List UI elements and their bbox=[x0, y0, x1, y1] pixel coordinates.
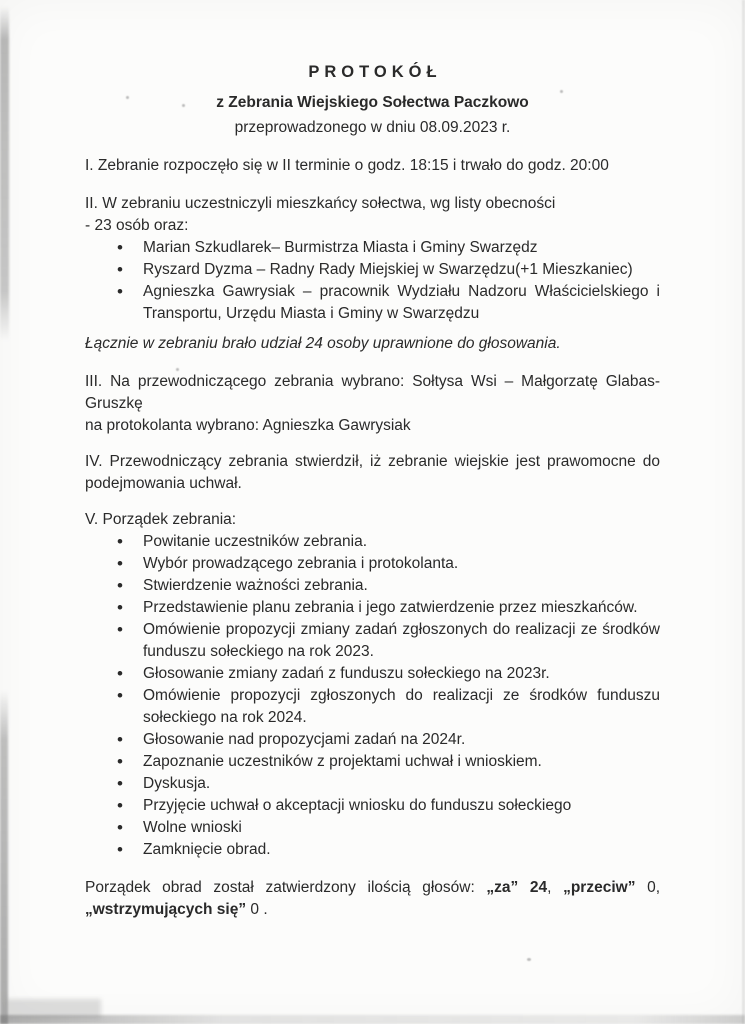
agenda-item: • Przedstawienie planu zebrania i jego zatwierdzenie przez mieszkańców. bbox=[143, 597, 660, 619]
scan-edge-bottom bbox=[0, 1015, 745, 1024]
document-subtitle: z Zebrania Wiejskiego Sołectwa Paczkowo bbox=[216, 94, 529, 111]
agenda-item: • Wybór prowadzącego zebrania i protokolanta. bbox=[143, 553, 660, 575]
agenda-item: • Stwierdzenie ważności zebrania. bbox=[143, 575, 660, 597]
total-participants-note: Łącznie w zebraniu brało udział 24 osoby uprawnione do głosowania. bbox=[85, 335, 561, 352]
approval-paragraph bbox=[85, 877, 660, 921]
section-iv-paragraph: IV. Przewodniczący zebrania stwierdził, iż zebranie wiejskie jest prawomocne do podejmowania uchwał. bbox=[85, 453, 660, 492]
section-iii-recorder-line: na protokolanta wybrano: Agnieszka Gawrysiak bbox=[85, 417, 411, 434]
approval-votes-against-label: „przeciw” bbox=[563, 879, 636, 896]
section-ii bbox=[85, 193, 660, 325]
scan-speck bbox=[527, 958, 531, 961]
agenda-item: • Powitanie uczestników zebrania. bbox=[143, 531, 660, 553]
attendee-item: • Marian Szkudlarek– Burmistrza Miasta i Gminy Swarzędz bbox=[143, 237, 660, 259]
attendee-item: • Ryszard Dyzma – Radny Rady Miejskiej w Swarzędzu(+1 Mieszkaniec) bbox=[143, 259, 660, 281]
agenda-item: • Omówienie propozycji zmiany zadań zgłoszonych do realizacji ze środków funduszu sołeckiego na rok 2023. bbox=[143, 619, 660, 663]
agenda-item: • Omówienie propozycji zgłoszonych do realizacji ze środków funduszu sołeckiego na rok 2024. bbox=[143, 685, 660, 729]
approval-votes-abstain-label: „wstrzymujących się” bbox=[85, 901, 247, 918]
agenda-item: • Zamknięcie obrad. bbox=[143, 839, 660, 861]
section-i-paragraph: I. Zebranie rozpoczęło się w II terminie o godz. 18:15 i trwało do godz. 20:00 bbox=[85, 157, 609, 174]
attendee-list bbox=[85, 237, 660, 325]
section-v-heading: V. Porządek zebrania: bbox=[85, 511, 237, 528]
document-date-line: przeprowadzonego w dniu 08.09.2023 r. bbox=[234, 119, 511, 136]
approval-text: Porządek obrad został zatwierdzony ilością głosów: bbox=[85, 879, 487, 896]
section-ii-intro: II. W zebraniu uczestniczyli mieszkańcy sołectwa, wg listy obecności bbox=[85, 195, 556, 212]
scan-edge-bottom-left-patch bbox=[6, 999, 101, 1019]
agenda-item: • Dyskusja. bbox=[143, 773, 660, 795]
agenda-list bbox=[85, 531, 660, 861]
section-v bbox=[85, 509, 660, 861]
attendee-item: • Agnieszka Gawrysiak – pracownik Wydziału Nadzoru Właścicielskiego i Transportu, Urzędu Miasta i Gminy w Swarzędzu bbox=[143, 281, 660, 325]
agenda-item: • Głosowanie zmiany zadań z funduszu sołeckiego na 2023r. bbox=[143, 663, 660, 685]
approval-text: , bbox=[547, 879, 564, 896]
agenda-item: • Przyjęcie uchwał o akceptacji wniosku do funduszu sołeckiego bbox=[143, 795, 660, 817]
section-ii-count-line: - 23 osób oraz: bbox=[85, 217, 189, 234]
section-iii bbox=[85, 371, 660, 437]
agenda-item: • Zapoznanie uczestników z projektami uchwał i wnioskiem. bbox=[143, 751, 660, 773]
document-title: PROTOKÓŁ bbox=[308, 63, 442, 81]
approval-votes-abstain-count: 0 . bbox=[246, 901, 268, 918]
section-iii-chairman-line: III. Na przewodniczącego zebrania wybrano: Sołtysa Wsi – Małgorzatę Glabas-Gruszkę bbox=[85, 373, 660, 412]
approval-votes-for: „za” 24 bbox=[486, 879, 548, 896]
agenda-item: • Głosowanie nad propozycjami zadań na 2024r. bbox=[143, 729, 660, 751]
approval-votes-against-count: 0, bbox=[635, 879, 660, 896]
agenda-item: • Wolne wnioski bbox=[143, 817, 660, 839]
